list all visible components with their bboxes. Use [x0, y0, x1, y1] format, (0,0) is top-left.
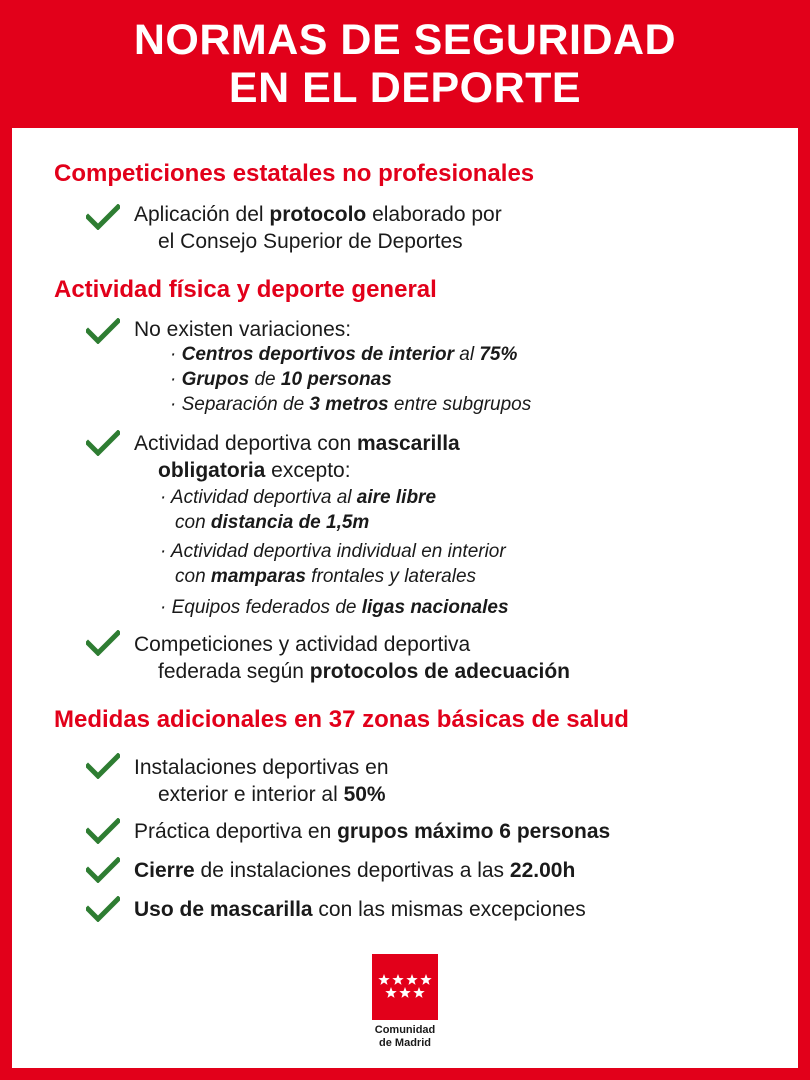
sub-item-separacion: · Separación de 3 metros entre subgrupos — [170, 394, 532, 415]
page-title-line-2: EN EL DEPORTE — [228, 64, 582, 112]
item-mascarilla: Actividad deportiva con mascarilla obligatoria excepto: — [134, 432, 460, 482]
sub-item-centros: · Centros deportivos de interior al 75% — [170, 344, 518, 365]
check-icon — [86, 896, 120, 922]
item-uso-mascarilla: Uso de mascarilla con las mismas excepciones — [134, 898, 586, 921]
check-icon — [86, 753, 120, 779]
item-practica: Práctica deportiva en grupos máximo 6 personas — [134, 820, 611, 843]
sub-item-aire-libre: · Actividad deportiva al aire libre con distancia de 1,5m — [160, 487, 437, 533]
item-instalaciones: Instalaciones deportivas en exterior e interior al 50% — [134, 756, 389, 806]
check-icon — [86, 630, 120, 656]
item-no-variaciones: No existen variaciones: — [134, 318, 352, 341]
item-competiciones: Competiciones y actividad deportiva federada según protocolos de adecuación — [134, 633, 571, 683]
sub-item-mamparas: · Actividad deportiva individual en interior con mamparas frontales y laterales — [160, 541, 506, 587]
section-title-actividad: Actividad física y deporte general — [54, 276, 437, 303]
star-icon — [378, 972, 432, 1002]
sub-item-ligas: · Equipos federados de ligas nacionales — [160, 597, 509, 618]
content-panel — [12, 128, 798, 1068]
logo-text: Comunidad de Madrid — [374, 1024, 436, 1049]
section-title-competiciones: Competiciones estatales no profesionales — [54, 160, 535, 187]
check-icon — [86, 204, 120, 230]
section-title-medidas: Medidas adicionales en 37 zonas básicas de salud — [54, 706, 629, 733]
item-cierre: Cierre de instalaciones deportivas a las 22.00h — [134, 859, 576, 882]
check-icon — [86, 857, 120, 883]
page-title-line-1: NORMAS DE SEGURIDAD — [133, 16, 677, 64]
comunidad-madrid-logo — [372, 954, 438, 1020]
sub-item-grupos: · Grupos de 10 personas — [170, 369, 392, 390]
header-banner — [0, 0, 810, 128]
check-icon — [86, 430, 120, 456]
check-icon — [86, 318, 120, 344]
item-protocolo: Aplicación del protocolo elaborado por el Consejo Superior de Deportes — [134, 203, 502, 253]
check-icon — [86, 818, 120, 844]
